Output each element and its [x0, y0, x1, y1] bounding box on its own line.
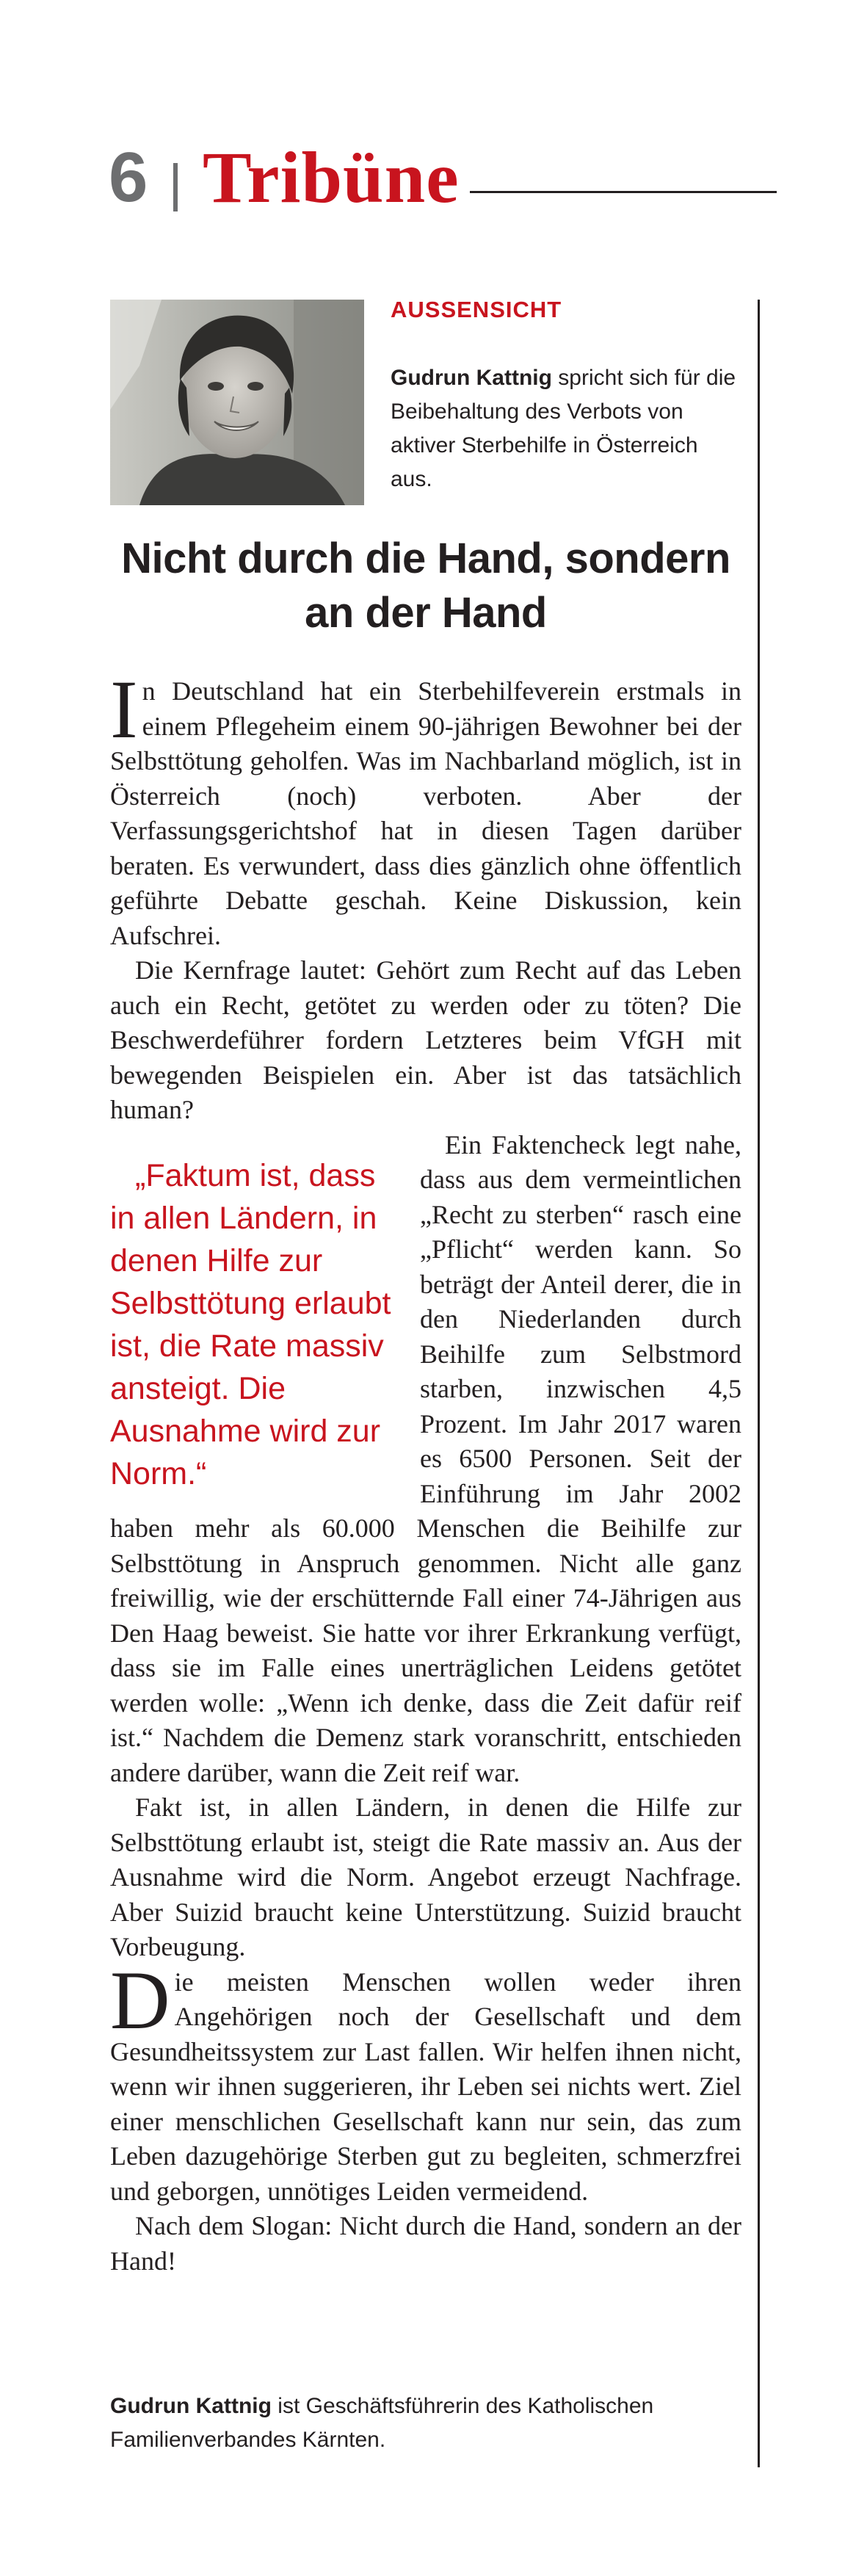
intro-teaser [391, 361, 741, 496]
column-rule [758, 300, 760, 2467]
paragraph-2: Die Kernfrage lautet: Gehört zum Recht auf das Leben auch ein Recht, getötet zu werden oder zu töten? Die Beschwerdeführer fordern Letzteres beim VfGH mit bewegenden Beispielen ein. Aber ist das tatsächlich human? [110, 955, 741, 1124]
section-header [109, 137, 777, 236]
header-rule [470, 191, 777, 193]
paragraph-1-text: n Deutschland hat ein Sterbehilfeverein erstmals in einem Pflegeheim einem 90-jährigen Bewohner bei der Selbsttötung geholfen. Was im Nachbarland möglich, ist in Österreich (noch) verboten. Aber der Verfassungsgerichtshof hat in diesen Tagen darüber beraten. Es verwundert, dass dies gänzlich ohne öffentlich geführte Debatte geschah. Keine Diskussion, kein Aufschrei. [110, 676, 741, 950]
pull-quote: „Faktum ist, dass in allen Ländern, in denen Hilfe zur Selbsttötung erlaubt ist, die Rate massiv ansteigt. Die Ausnahme wird zur Norm.“ [110, 1157, 391, 1491]
article-body [110, 664, 741, 2279]
paragraph-4: Fakt ist, in allen Ländern, in denen die Hilfe zur Selbsttötung erlaubt ist, steigt die Rate massiv an. Aus der Ausnahme wird die Norm. Angebot erzeugt Nachfrage. Aber Suizid braucht keine Unterstützung. Suizid braucht Vorbeugung. [110, 1792, 741, 1961]
paragraph-1 [110, 664, 741, 953]
paragraph-5 [110, 1954, 741, 2210]
paragraph-6: Nach dem Slogan: Nicht durch die Hand, sondern an der Hand! [110, 2211, 741, 2276]
pull-quote-box [110, 1132, 399, 1491]
paragraph-5-text: ie meisten Menschen wollen weder ihren Angehörigen noch der Gesellschaft und dem Gesundheitssystem zur Last fallen. Wir helfen ihnen nicht, wenn wir ihnen suggerieren, ihr Leben sei nichts wert. Ziel einer menschlichen Gesellschaft kann nur sein, das zum Leben dazugehörige Sterben gut zu begleiten, schmerzfrei und geborgen, unnötiges Leiden vermeidend. [110, 1967, 741, 2206]
bio-author: Gudrun Kattnig [110, 2394, 272, 2418]
author-photo [110, 300, 364, 505]
section-title: Tribüne [203, 137, 460, 218]
header-separator [173, 163, 178, 211]
dropcap-2: D [110, 1954, 170, 2047]
intro-author: Gudrun Kattnig [391, 366, 552, 390]
paragraph-3 [110, 1128, 741, 1791]
intro-text: spricht sich für die Beibehaltung des Verbots von aktiver Sterbehilfe in Österreich aus. [391, 366, 736, 491]
column-kicker: AUSSENSICHT [391, 297, 562, 322]
dropcap-1: I [110, 664, 138, 756]
page-number: 6 [109, 138, 148, 217]
paragraph-3-text: Ein Faktencheck legt nahe, dass aus dem vermeintlichen „Recht zu sterben“ rasch eine „Pflicht“ werden kann. So beträgt der Anteil derer, die in den Niederlanden durch Beihilfe zum Selbstmord starben, inzwischen 4,5 Prozent. Im Jahr 2017 waren es 6500 Personen. Seit der Einführung im Jahr 2002 haben mehr als 60.000 Menschen die Beihilfe zur Selbsttötung in Anspruch genommen. Nicht alle ganz freiwillig, wie der erschütternde Fall einer 74-Jährigen aus Den Haag beweist. Sie hatte vor ihrer Erkrankung verfügt, dass sie im Falle eines unerträglichen Leidens getötet werden wolle: „Wenn ich denke, dass die Zeit dafür reif ist.“ Nachdem die Demenz stark voranschritt, entschieden andere darüber, wann die Zeit reif war. [110, 1129, 741, 1787]
bio-text: ist Geschäftsführerin des Katholischen Familienverbandes Kärnten. [110, 2394, 654, 2452]
article-headline: Nicht durch die Hand, sondern an der Hand [121, 535, 730, 637]
author-bio [110, 2389, 741, 2457]
